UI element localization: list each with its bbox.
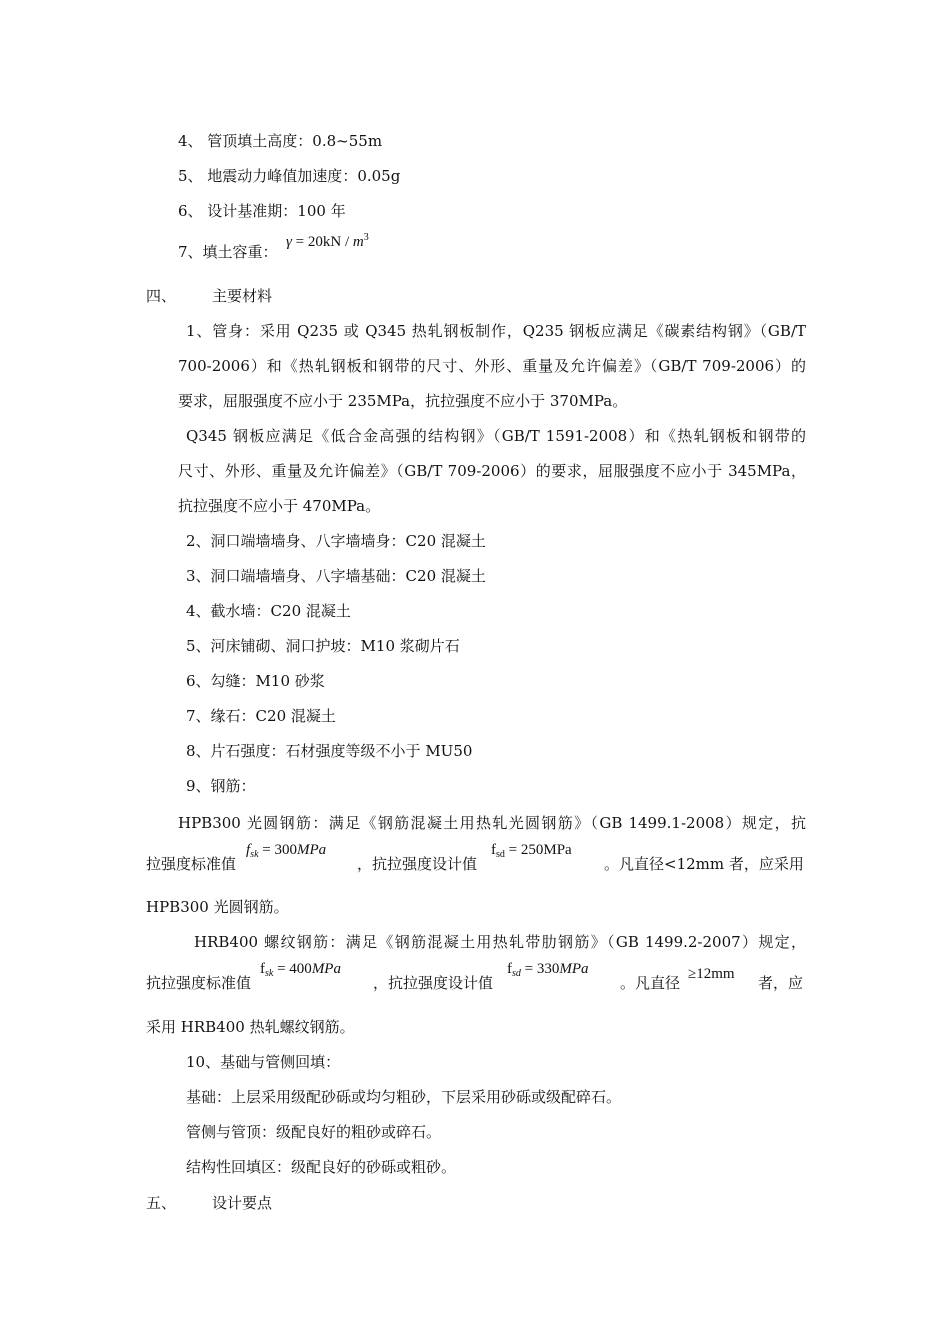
hrb400-fsk-formula: $f_{sk} = 400MPa$ [260, 961, 341, 979]
section-5-title: 设计要点 [212, 1194, 273, 1212]
backfill-heading: 10、基础与管侧回填： [186, 1053, 341, 1071]
backfill-foundation: 基础：上层采用级配砂砾或均匀粗砂，下层采用砂砾或级配碎石。 [186, 1088, 622, 1106]
hpb300-line-2c: 。凡直径<12mm 者，应采用 [604, 855, 804, 873]
hpb300-line-2a: 拉强度标准值 [146, 855, 237, 873]
hpb300-line-1: HPB300 光圆钢筋：满足《钢筋混凝土用热轧光圆钢筋》（GB 1499.1-2008）规定，抗 [178, 814, 806, 832]
item-design-period: 6、 设计基准期：100 年 [178, 202, 346, 220]
material-item: 8、片石强度：石材强度等级不小于 MU50 [186, 742, 473, 760]
hrb400-diameter-formula: ≥12mm [688, 966, 735, 982]
hrb400-line-2b: ，抗拉强度设计值 [373, 974, 494, 992]
material-item: 5、河床铺砌、洞口护坡：M10 浆砌片石 [186, 637, 460, 655]
pipe-body-line-1: 1、管身：采用 Q235 或 Q345 热轧钢板制作，Q235 钢板应满足《碳素结构钢》（GB/T [186, 322, 806, 340]
hrb400-line-2d: 者，应 [758, 974, 804, 992]
hpb300-fsk-formula: $f_{sk} = 300MPa$ [246, 842, 327, 860]
item-fill-unit-weight: 7、填土容重： [178, 243, 278, 261]
material-item: 4、截水墙：C20 混凝土 [186, 602, 351, 620]
backfill-pipe-side: 管侧与管顶：级配良好的粗砂或碎石。 [186, 1123, 442, 1141]
q345-line-2: 尺寸、外形、重量及允许偏差》（GB/T 709-2006）的要求，屈服强度不应小于 345MPa， [178, 462, 806, 480]
hpb300-line-3: HPB300 光圆钢筋。 [146, 898, 289, 916]
pipe-body-line-2: 700-2006）和《热轧钢板和钢带的尺寸、外形、重量及允许偏差》（GB/T 709-2006）的 [178, 357, 806, 375]
section-4-title: 主要材料 [212, 287, 273, 305]
pipe-body-line-3: 要求，屈服强度不应小于 235MPa，抗拉强度不应小于 370MPa。 [178, 392, 628, 410]
hrb400-line-3: 采用 HRB400 热轧螺纹钢筋。 [146, 1018, 355, 1036]
backfill-structural-zone: 结构性回填区：级配良好的砂砾或粗砂。 [186, 1158, 457, 1176]
gamma-formula: $\gamma = 20kN / m^3$ [286, 232, 369, 250]
section-5-number: 五、 [146, 1194, 177, 1212]
q345-line-1: Q345 钢板应满足《低合金高强的结构钢》（GB/T 1591-2008）和《热轧钢板和钢带的 [186, 427, 806, 445]
section-4-number: 四、 [146, 287, 177, 305]
hpb300-fsd-formula: $f_{sd} = 250MPa$ [491, 842, 572, 860]
hrb400-line-2c: 。凡直径 [620, 974, 681, 992]
item-fill-height: 4、 管顶填土高度：0.8~55m [178, 132, 383, 150]
material-item: 3、洞口端墙墙身、八字墙基础：C20 混凝土 [186, 567, 486, 585]
hrb400-fsd-formula: $f_{sd} = 330MPa$ [507, 961, 589, 979]
item-seismic-acceleration: 5、 地震动力峰值加速度：0.05g [178, 167, 401, 185]
material-item: 7、缘石：C20 混凝土 [186, 707, 336, 725]
material-item: 9、钢筋： [186, 777, 256, 795]
q345-line-3: 抗拉强度不应小于 470MPa。 [178, 497, 381, 515]
hpb300-line-2b: ，抗拉强度设计值 [357, 855, 478, 873]
material-item: 6、勾缝：M10 砂浆 [186, 672, 325, 690]
hrb400-line-2a: 抗拉强度标准值 [146, 974, 252, 992]
material-item: 2、洞口端墙墙身、八字墙墙身：C20 混凝土 [186, 532, 486, 550]
hrb400-line-1: HRB400 螺纹钢筋：满足《钢筋混凝土用热轧带肋钢筋》（GB 1499.2-2007）规定， [194, 933, 806, 951]
